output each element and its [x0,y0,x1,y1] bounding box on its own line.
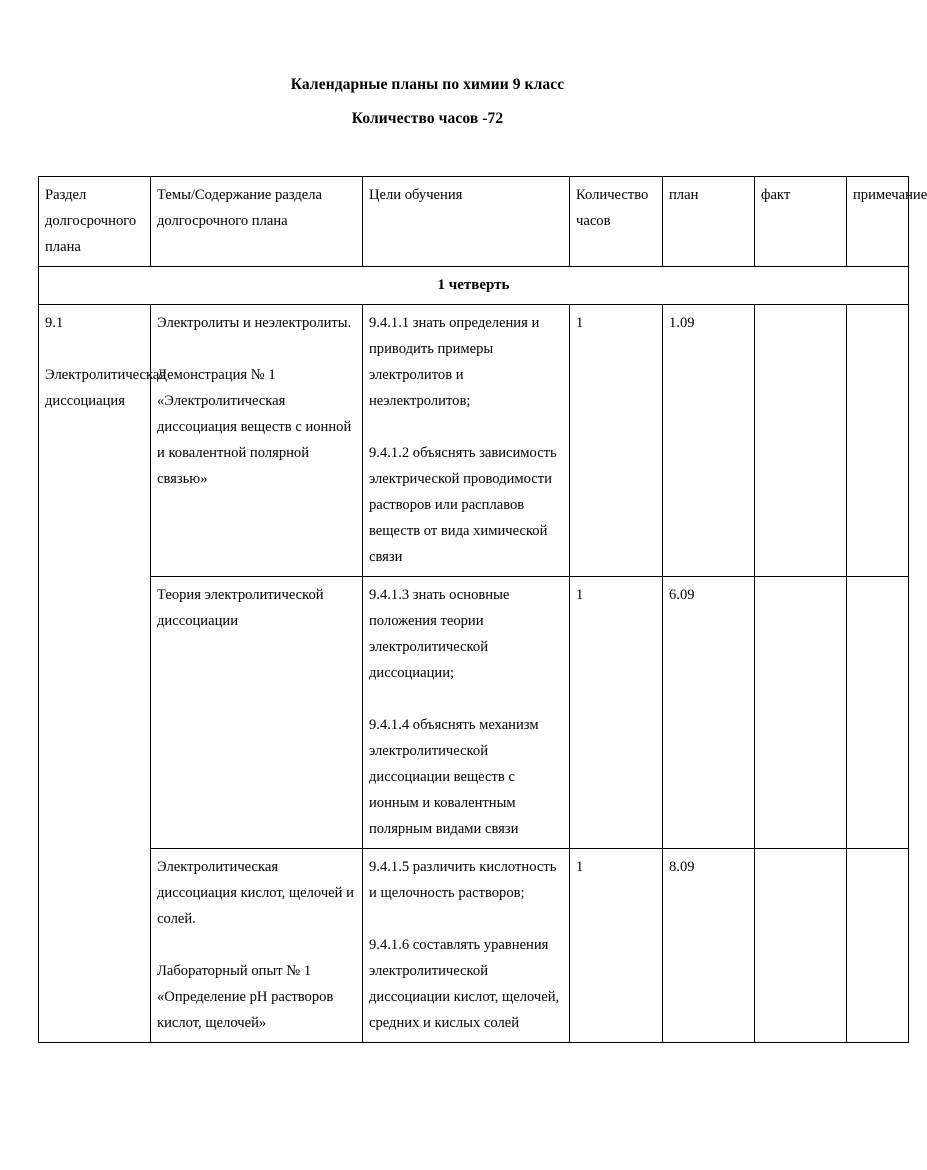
topic-line-2: Лабораторный опыт № 1 «Определение pH растворов кислот, щелочей» [157,963,334,1031]
cell-topics [151,849,363,1043]
cell-objectives [363,305,570,577]
cell-note [847,577,909,849]
objective-line-2: 9.4.1.4 объяснять механизм электролитической диссоциации веществ с ионным и ковалентным полярным видами связи [369,717,539,837]
cell-note [847,305,909,577]
column-header-objectives: Цели обучения [363,177,570,267]
column-header-fact: факт [755,177,847,267]
document-subtitle: Количество часов -72 [351,110,504,127]
topic-line-2: Демонстрация № 1 «Электролитическая диссоциация веществ с ионной и ковалентной полярной связью» [157,367,352,487]
cell-hours: 1 [570,849,663,1043]
cell-plan: 6.09 [663,577,755,849]
table-row [39,305,909,577]
cell-note [847,849,909,1043]
section-code: 9.1 [45,315,64,331]
cell-plan: 8.09 [663,849,755,1043]
cell-topics [151,577,363,849]
table-body [39,267,909,1043]
column-header-note: примечание [847,177,909,267]
cell-fact [755,849,847,1043]
topic-line-1: Электролитическая диссоциация кислот, щелочей и солей. [157,859,354,927]
cell-hours: 1 [570,305,663,577]
cell-hours: 1 [570,577,663,849]
cell-topics [151,305,363,577]
section-name: Электролитическая диссоциация [45,367,167,409]
quarter-separator-row [39,267,909,305]
table-row [39,849,909,1043]
column-header-plan: план [663,177,755,267]
column-header-section: Раздел долгосрочного плана [39,177,151,267]
calendar-plan-table [38,176,927,1043]
table-row [39,577,909,849]
cell-plan: 1.09 [663,305,755,577]
table-header-row [39,177,909,267]
document-headings [38,72,817,132]
objective-line-1: 9.4.1.1 знать определения и приводить примеры электролитов и неэлектролитов; [369,315,540,409]
cell-section [39,305,167,1043]
column-header-hours: Количество часов [570,177,663,267]
topic-line-1: Теория электролитической диссоциации [157,587,324,629]
cell-fact [755,305,847,577]
column-header-topics: Темы/Содержание раздела долгосрочного плана [151,177,363,267]
quarter-label: 1 четверть [39,267,909,305]
table-header [39,177,927,267]
objective-line-1: 9.4.1.3 знать основные положения теории электролитической диссоциации; [369,587,510,681]
topic-line-1: Электролиты и неэлектролиты. [157,315,352,331]
cell-objectives [363,577,570,849]
objective-line-1: 9.4.1.5 различить кислотность и щелочность растворов; [369,859,557,901]
cell-fact [755,577,847,849]
document-title: Календарные планы по химии 9 класс [290,76,565,93]
objective-line-2: 9.4.1.2 объяснять зависимость электрической проводимости растворов или расплавов веществ от вида химической связи [369,445,557,565]
objective-line-2: 9.4.1.6 составлять уравнения электролитической диссоциации кислот, щелочей, средних и кислых солей [369,937,560,1031]
cell-objectives [363,849,570,1043]
